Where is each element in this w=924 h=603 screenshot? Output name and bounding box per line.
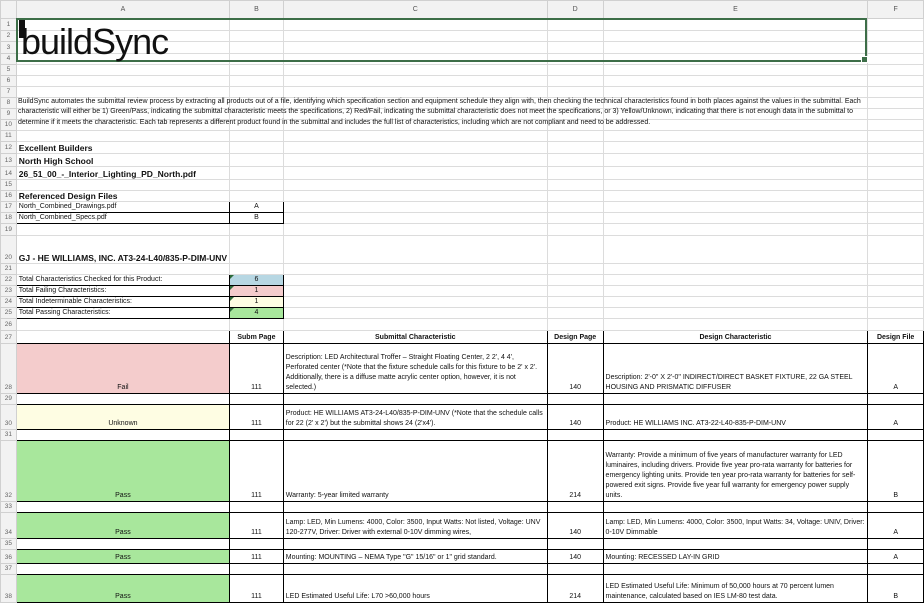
cell[interactable] (283, 308, 547, 319)
cell[interactable] (547, 180, 603, 191)
column-header-c[interactable]: C (283, 1, 547, 19)
cell[interactable] (603, 502, 868, 513)
submittal-characteristic[interactable]: Lamp: LED, Min Lumens: 4000, Color: 3500, Input Watts: Not listed, Voltage: UNV 120-277V, Driver: Driver with external 0-10V dimming wires, (283, 513, 547, 539)
cell[interactable] (603, 308, 868, 319)
table-header-3[interactable]: Submittal Characteristic (283, 331, 547, 344)
status-cell[interactable]: Pass (16, 513, 229, 539)
cell[interactable] (547, 87, 603, 98)
cell[interactable] (868, 394, 924, 405)
cell[interactable] (230, 319, 284, 331)
cell[interactable] (230, 564, 284, 575)
cell[interactable] (868, 42, 924, 54)
cell[interactable] (603, 167, 868, 180)
cell[interactable] (283, 142, 547, 154)
description-text: BuildSync automates the submittal review process by extracting all products out of a file, identifying which specification section and equipment schedule they align with, then checking the technical characteristics found in both places against the values in the submittal. Each characteristic will either be 1) Green/Pass, indicating the submittal characteristic meets the specifications, 2) Red/Fail, indicating the submittal characteristic does not meet the specifications, or 3) Yellow/Unknown, indicating that there is not enough data in the submittal to determine if it meets the characteristic. Each tab represents a different product found in the submittal and includes the full list of characteristics, including which are not compliant and need to be addressed. (18, 98, 861, 126)
cell[interactable] (547, 275, 603, 286)
cell[interactable] (283, 236, 547, 264)
cell[interactable] (868, 539, 924, 550)
cell[interactable] (230, 236, 284, 264)
sheet-row (1, 236, 924, 264)
design-file[interactable]: A (868, 513, 924, 539)
sheet-row (1, 224, 924, 236)
row-header[interactable]: 31 (1, 430, 17, 441)
sheet-row (1, 191, 924, 202)
cell[interactable] (868, 502, 924, 513)
sheet-row (1, 65, 924, 76)
cell[interactable] (16, 224, 229, 236)
cell[interactable] (16, 76, 229, 87)
sheet-row (1, 154, 924, 167)
sheet-row (1, 513, 924, 539)
cell[interactable] (16, 564, 229, 575)
cell[interactable] (868, 53, 924, 65)
table-header-2[interactable]: Subm Page (230, 331, 284, 344)
cell[interactable] (547, 430, 603, 441)
sheet-row (1, 275, 924, 286)
cell[interactable] (547, 191, 603, 202)
product-title[interactable]: GJ - HE WILLIAMS, INC. AT3-24-L40/835-P-DIM-UNV (16, 236, 229, 264)
cell[interactable] (16, 264, 229, 275)
column-header-row (1, 1, 924, 19)
row-header[interactable]: 37 (1, 564, 17, 575)
sheet-row (1, 539, 924, 550)
cell[interactable] (603, 297, 868, 308)
cell[interactable] (547, 502, 603, 513)
cell[interactable] (230, 131, 284, 142)
cell[interactable] (868, 286, 924, 297)
cell[interactable] (868, 308, 924, 319)
table-header-6[interactable]: Design File (868, 331, 924, 344)
cell[interactable] (547, 167, 603, 180)
row-header[interactable]: 11 (1, 131, 17, 142)
cell[interactable] (283, 213, 547, 224)
cell[interactable] (16, 502, 229, 513)
sheet-row (1, 550, 924, 564)
sheet-row (1, 76, 924, 87)
cell[interactable] (603, 286, 868, 297)
cell[interactable] (868, 213, 924, 224)
row-header[interactable]: 15 (1, 180, 17, 191)
summary-value[interactable]: 6 (230, 275, 284, 286)
cell[interactable] (283, 319, 547, 331)
logo-cell-selected[interactable] (16, 18, 867, 62)
sheet-row (1, 405, 924, 430)
row-header[interactable]: 19 (1, 224, 17, 236)
row-header[interactable]: 33 (1, 502, 17, 513)
row-header[interactable]: 5 (1, 65, 17, 76)
sheet-row (1, 441, 924, 502)
cell[interactable] (230, 65, 284, 76)
cell[interactable] (547, 131, 603, 142)
cell[interactable] (868, 430, 924, 441)
cell[interactable] (283, 564, 547, 575)
cell[interactable] (547, 319, 603, 331)
cell[interactable] (868, 154, 924, 167)
cell[interactable] (603, 131, 868, 142)
cell[interactable] (603, 236, 868, 264)
cell[interactable] (868, 65, 924, 76)
cell[interactable] (283, 539, 547, 550)
cell[interactable] (283, 154, 547, 167)
cell[interactable] (547, 202, 603, 213)
cell[interactable] (603, 213, 868, 224)
row-header[interactable]: 8 (1, 98, 17, 109)
row-header[interactable]: 24 (1, 297, 17, 308)
buildsync-logo: buildSync (21, 21, 169, 62)
summary-value[interactable]: 1 (230, 286, 284, 297)
sheet-row (1, 344, 924, 394)
cell[interactable] (547, 308, 603, 319)
design-file-name[interactable]: North_Combined_Drawings.pdf (16, 202, 229, 213)
cell[interactable] (603, 202, 868, 213)
table-header-1[interactable] (16, 331, 229, 344)
fill-handle[interactable] (861, 56, 868, 63)
school-name[interactable]: North High School (16, 154, 229, 167)
cell[interactable] (603, 394, 868, 405)
cell[interactable] (868, 319, 924, 331)
cell[interactable] (230, 142, 284, 154)
row-header[interactable]: 34 (1, 513, 17, 539)
cell[interactable] (16, 65, 229, 76)
row-header[interactable]: 6 (1, 76, 17, 87)
row-header[interactable]: 18 (1, 213, 17, 224)
cell[interactable] (868, 120, 924, 131)
status-cell[interactable]: Fail (16, 344, 229, 394)
sheet-row (1, 564, 924, 575)
column-header-f[interactable]: F (868, 1, 924, 19)
sheet-row (1, 213, 924, 224)
row-header[interactable]: 22 (1, 275, 17, 286)
column-header-b[interactable]: B (230, 1, 284, 19)
design-page[interactable]: 140 (547, 405, 603, 430)
cell[interactable] (868, 297, 924, 308)
row-header[interactable]: 9 (1, 109, 17, 120)
summary-label[interactable]: Total Characteristics Checked for this Product: (16, 275, 229, 286)
row-header[interactable]: 26 (1, 319, 17, 331)
cell[interactable] (868, 131, 924, 142)
cell[interactable] (283, 202, 547, 213)
row-header[interactable]: 7 (1, 87, 17, 98)
cell[interactable] (283, 76, 547, 87)
submittal-characteristic[interactable]: Mounting: MOUNTING – NEMA Type "G" 15/16" or 1" grid standard. (283, 550, 547, 564)
status-cell[interactable]: Unknown (16, 405, 229, 430)
cell[interactable] (868, 191, 924, 202)
row-header[interactable]: 1 (1, 19, 17, 31)
sheet-row (1, 202, 924, 213)
cell[interactable] (16, 87, 229, 98)
company-name[interactable]: Excellent Builders (16, 142, 229, 154)
cell[interactable] (547, 224, 603, 236)
cell[interactable] (16, 131, 229, 142)
cell[interactable] (603, 264, 868, 275)
sheet-row (1, 430, 924, 441)
design-characteristic[interactable]: Lamp: LED, Min Lumens: 4000, Color: 3500, Input Watts: 34, Voltage: UNIV, Driver: 0-10V Dimmable (603, 513, 868, 539)
cell[interactable] (230, 394, 284, 405)
cell[interactable] (868, 19, 924, 31)
row-header[interactable]: 28 (1, 344, 17, 394)
row-header[interactable]: 23 (1, 286, 17, 297)
cell[interactable] (283, 394, 547, 405)
cell[interactable] (868, 264, 924, 275)
summary-value[interactable]: 4 (230, 308, 284, 319)
cell[interactable] (230, 430, 284, 441)
row-header[interactable]: 16 (1, 191, 17, 202)
summary-label[interactable]: Total Passing Characteristics: (16, 308, 229, 319)
cell[interactable] (230, 87, 284, 98)
sheet-row (1, 142, 924, 154)
cell[interactable] (868, 142, 924, 154)
cell[interactable] (603, 539, 868, 550)
design-page[interactable]: 140 (547, 344, 603, 394)
sheet-row (1, 297, 924, 308)
cell[interactable] (547, 236, 603, 264)
cell[interactable] (603, 430, 868, 441)
submittal-characteristic[interactable]: LED Estimated Useful Life: L70 >60,000 hours (283, 575, 547, 603)
cell[interactable] (868, 224, 924, 236)
cell[interactable] (868, 30, 924, 42)
row-header[interactable]: 3 (1, 42, 17, 54)
cell[interactable] (547, 154, 603, 167)
cell[interactable] (547, 286, 603, 297)
row-header[interactable]: 10 (1, 120, 17, 131)
row-header[interactable]: 12 (1, 142, 17, 154)
design-file[interactable]: A (868, 550, 924, 564)
submittal-page[interactable]: 111 (230, 513, 284, 539)
cell[interactable] (283, 286, 547, 297)
design-file-name[interactable]: North_Combined_Specs.pdf (16, 213, 229, 224)
cell[interactable] (230, 502, 284, 513)
cell[interactable] (547, 213, 603, 224)
cell[interactable] (283, 131, 547, 142)
cell[interactable] (283, 167, 547, 180)
cell[interactable] (868, 275, 924, 286)
design-page[interactable]: 140 (547, 550, 603, 564)
row-header[interactable]: 29 (1, 394, 17, 405)
cell[interactable] (603, 191, 868, 202)
cell[interactable] (603, 564, 868, 575)
row-header[interactable]: 2 (1, 30, 17, 42)
design-file[interactable]: B (868, 575, 924, 603)
submittal-page[interactable]: 111 (230, 405, 284, 430)
cell[interactable] (230, 224, 284, 236)
design-characteristic[interactable]: Warranty: Provide a minimum of five years of manufacturer warranty for LED luminaires, including drivers. Provide five year pro-rata warranty for batteries for emergency lighting units. Provide ten year pro-rata warranty for batteries for self-powered exit signs. Provide five year full warranty for emergency power supply units. (603, 441, 868, 502)
status-cell[interactable]: Pass (16, 441, 229, 502)
cell[interactable] (603, 87, 868, 98)
design-characteristic[interactable]: Product: HE WILLIAMS INC. AT3-22-L40-835-P-DIM-UNV (603, 405, 868, 430)
cell[interactable] (603, 319, 868, 331)
cell[interactable] (868, 76, 924, 87)
cell[interactable] (868, 98, 924, 109)
row-header[interactable]: 14 (1, 167, 17, 180)
row-header[interactable]: 38 (1, 575, 17, 603)
cell[interactable] (868, 87, 924, 98)
cell[interactable] (547, 76, 603, 87)
summary-value[interactable]: 1 (230, 297, 284, 308)
design-page[interactable]: 140 (547, 513, 603, 539)
sheet-row (1, 167, 924, 180)
sheet-row (1, 331, 924, 344)
cell[interactable] (868, 109, 924, 120)
table-header-4[interactable]: Design Page (547, 331, 603, 344)
sheet-row (1, 502, 924, 513)
cell[interactable] (547, 394, 603, 405)
cell[interactable] (547, 264, 603, 275)
cell[interactable] (547, 539, 603, 550)
submittal-page[interactable]: 111 (230, 344, 284, 394)
cell[interactable] (283, 430, 547, 441)
cell[interactable] (16, 539, 229, 550)
cell[interactable] (868, 564, 924, 575)
submittal-characteristic[interactable]: Product: HE WILLIAMS AT3-24-L40/835-P-DIM-UNV (*Note that the schedule calls for 22 (2' x 2') but the submittal shows 24 (2'x4'). (283, 405, 547, 430)
sheet-row (1, 286, 924, 297)
submittal-page[interactable]: 111 (230, 441, 284, 502)
design-file-code[interactable]: A (230, 202, 284, 213)
cell[interactable] (16, 394, 229, 405)
cell[interactable] (547, 297, 603, 308)
row-header[interactable]: 35 (1, 539, 17, 550)
submittal-characteristic[interactable]: Description: LED Architectural Troffer – Straight Floating Center, 2 2', 4 4', Perforated center (*Note that the fixture schedule calls for this fixture to be 2' x 2'. Additionally, there is a diffuse matte acrylic center option, however, it is not selected.) (283, 344, 547, 394)
cell[interactable] (283, 275, 547, 286)
sheet-row (1, 264, 924, 275)
cell[interactable] (16, 319, 229, 331)
table-header-5[interactable]: Design Characteristic (603, 331, 868, 344)
cell[interactable] (283, 180, 547, 191)
row-header[interactable]: 20 (1, 236, 17, 264)
row-header[interactable]: 21 (1, 264, 17, 275)
cell[interactable] (230, 191, 284, 202)
cell[interactable] (230, 154, 284, 167)
cell[interactable] (230, 76, 284, 87)
submittal-page[interactable]: 111 (230, 575, 284, 603)
cell[interactable] (230, 180, 284, 191)
row-header[interactable]: 36 (1, 550, 17, 564)
row-header[interactable]: 30 (1, 405, 17, 430)
cell[interactable] (868, 167, 924, 180)
cell[interactable] (230, 264, 284, 275)
column-header-a[interactable]: A (16, 1, 229, 19)
design-page[interactable]: 214 (547, 441, 603, 502)
cell[interactable] (283, 297, 547, 308)
design-file[interactable]: A (868, 405, 924, 430)
design-file[interactable]: B (868, 441, 924, 502)
cell[interactable] (547, 65, 603, 76)
summary-label[interactable]: Total Indeterminable Characteristics: (16, 297, 229, 308)
cell[interactable] (547, 142, 603, 154)
sheet-row (1, 180, 924, 191)
summary-label[interactable]: Total Failing Characteristics: (16, 286, 229, 297)
design-characteristic[interactable]: Mounting: RECESSED LAY-IN GRID (603, 550, 868, 564)
cell[interactable] (603, 180, 868, 191)
cell[interactable] (603, 65, 868, 76)
status-cell[interactable]: Pass (16, 575, 229, 603)
sheet-row (1, 308, 924, 319)
cell[interactable] (283, 65, 547, 76)
cell[interactable] (230, 167, 284, 180)
sheet-row (1, 394, 924, 405)
cell[interactable] (603, 275, 868, 286)
column-header-e[interactable]: E (603, 1, 868, 19)
cell[interactable] (16, 430, 229, 441)
row-header[interactable]: 4 (1, 53, 17, 65)
cell[interactable] (283, 224, 547, 236)
cell[interactable] (868, 236, 924, 264)
design-characteristic[interactable]: Description: 2'-0" X 2'-0" INDIRECT/DIRECT BASKET FIXTURE, 22 GA STEEL HOUSING AND PRISMATIC DIFFUSER (603, 344, 868, 394)
row-header[interactable]: 25 (1, 308, 17, 319)
sheet-row (1, 87, 924, 98)
submittal-file-name[interactable]: 26_51_00_-_Interior_Lighting_PD_North.pdf (16, 167, 229, 180)
cell[interactable] (868, 202, 924, 213)
cell[interactable] (547, 564, 603, 575)
column-header-d[interactable]: D (547, 1, 603, 19)
design-page[interactable]: 214 (547, 575, 603, 603)
cell[interactable] (283, 264, 547, 275)
cell[interactable] (283, 87, 547, 98)
design-files-title[interactable]: Referenced Design Files (16, 191, 229, 202)
design-characteristic[interactable]: LED Estimated Useful Life: Minimum of 50,000 hours at 70 percent lumen maintenance, calculated based on IES LM-80 test data. (603, 575, 868, 603)
select-all-corner[interactable] (1, 1, 17, 19)
cell[interactable] (868, 180, 924, 191)
row-header[interactable]: 27 (1, 331, 17, 344)
cell[interactable] (16, 180, 229, 191)
row-header[interactable]: 13 (1, 154, 17, 167)
row-header[interactable]: 17 (1, 202, 17, 213)
cell[interactable] (603, 76, 868, 87)
cell[interactable] (283, 502, 547, 513)
sheet-row (1, 131, 924, 142)
cell[interactable] (603, 142, 868, 154)
cell[interactable] (283, 191, 547, 202)
sheet-row (1, 319, 924, 331)
design-file-code[interactable]: B (230, 213, 284, 224)
cell[interactable] (603, 224, 868, 236)
status-cell[interactable]: Pass (16, 550, 229, 564)
design-file[interactable]: A (868, 344, 924, 394)
submittal-characteristic[interactable]: Warranty: 5-year limited warranty (283, 441, 547, 502)
cell[interactable] (230, 539, 284, 550)
row-header[interactable]: 32 (1, 441, 17, 502)
cell[interactable] (603, 154, 868, 167)
submittal-page[interactable]: 111 (230, 550, 284, 564)
